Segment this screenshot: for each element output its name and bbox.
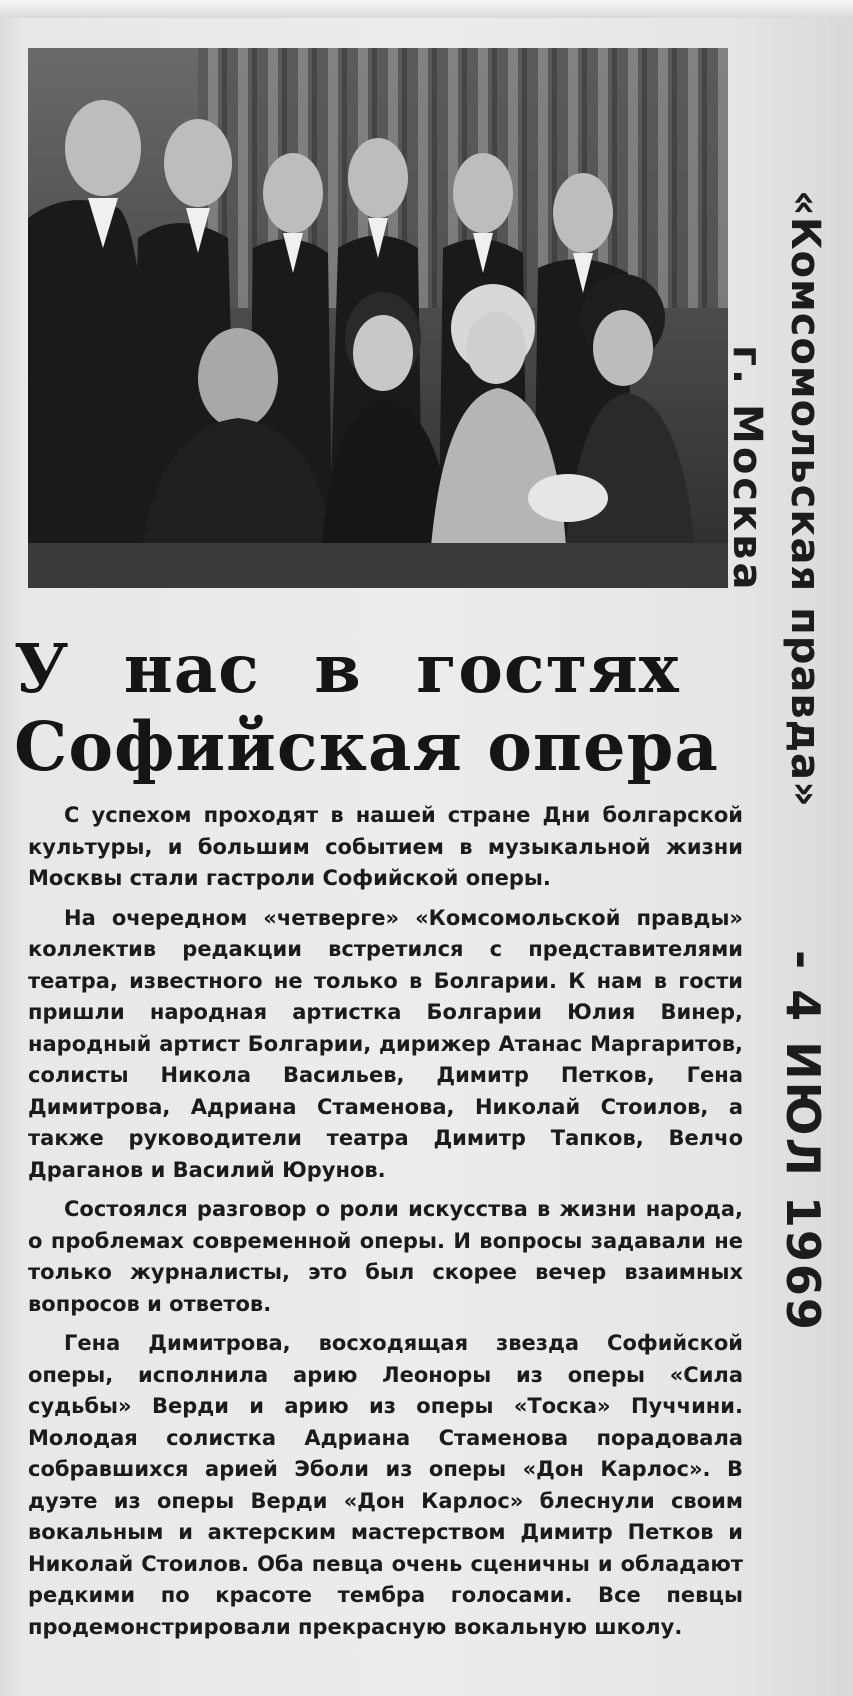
publication-stamp: «Комсомольская правда» — [782, 190, 828, 808]
article-headline — [14, 630, 734, 786]
article-paragraph-2: На очередном «четверге» «Комсомольской правды» коллектив редакции встретился с представителями театра, известного не только в Болгарии. К нам в гости пришли народная артистка Болгарии Юлия Винер, народный артист Болгарии, дирижер Атанас Маргаритов, солисты Никола Васильев, Димитр Петков, Гена Димитрова, Адриана Стаменова, Николай Стоилов, а также руководители театра Димитр Тапков, Велчо Драганов и Василий Юрунов. — [28, 905, 743, 1182]
city-stamp: г. Москва — [724, 345, 770, 593]
clipping-top-edge — [0, 0, 853, 18]
article-body — [28, 800, 743, 1651]
headline-line-1: У нас в гостях — [14, 629, 680, 708]
article-paragraph-3: Состоялся разговор о роли искусства в жизни народа, о проблемах современной оперы. И вопросы задавали не только журналисты, это был скорее вечер взаимных вопросов и ответов. — [28, 1197, 743, 1316]
group-photo — [28, 48, 728, 588]
headline-line-2: Софийская опера — [14, 707, 719, 786]
date-stamp: - 4 ИЮЛ 1969 — [776, 950, 830, 1332]
group-photo-image — [28, 48, 728, 588]
article-paragraph-1: С успехом проходят в нашей стране Дни болгарской культуры, и большим событием в музыкальной жизни Москвы стали гастроли Софийской оперы. — [28, 803, 743, 890]
article-paragraph-4: Гена Димитрова, восходящая звезда Софийской оперы, исполнила арию Леоноры из оперы «Сила судьбы» Верди и арию из оперы «Тоска» Пуччини. Молодая солистка Адриана Стаменова порадовала собравшихся арией Эболи из оперы «Дон Карлос». В дуэте из оперы Верди «Дон Карлос» блеснули своим вокальным и актерским мастерством Димитр Петков и Николай Стоилов. Оба певца очень сценичны и обладают редкими по красоте тембра голосами. Все певцы продемонстрировали прекрасную вокальную школу. — [28, 1331, 743, 1639]
